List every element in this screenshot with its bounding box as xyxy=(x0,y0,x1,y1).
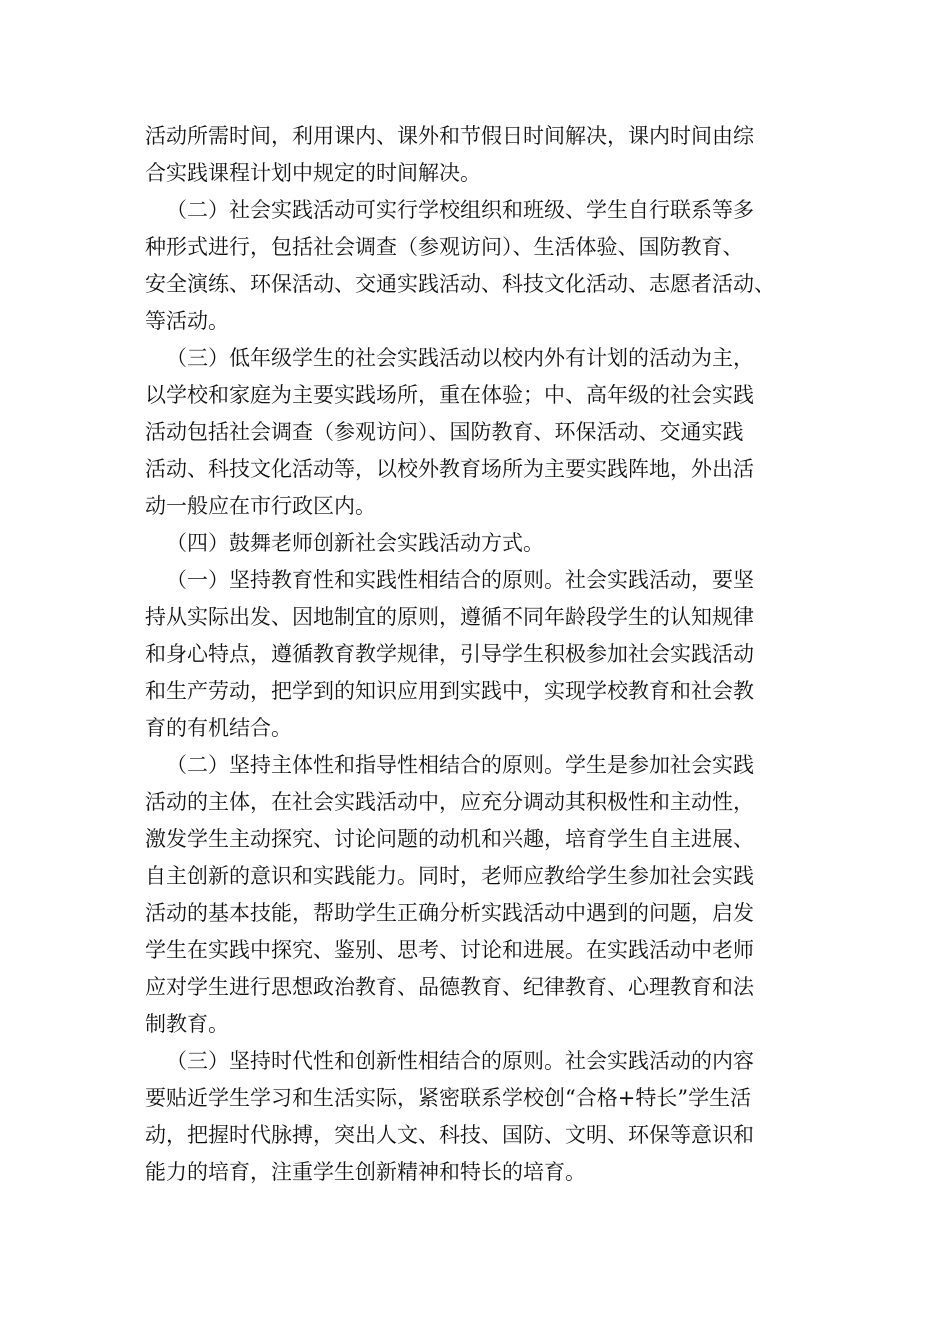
paragraph-7 xyxy=(145,1043,825,1191)
text-line: （三）坚持时代性和创新性相结合的原则。社会实践活动的内容 xyxy=(166,1049,754,1073)
text-line: 自主创新的意识和实践能力。同时，老师应教给学生参加社会实践 xyxy=(145,864,754,888)
text-line: 以学校和家庭为主要实践场所，重在体验；中、高年级的社会实践 xyxy=(145,383,754,407)
paragraph-1 xyxy=(145,118,825,192)
text-line: 动一般应在市行政区内。 xyxy=(145,494,376,518)
text-line: 应对学生进行思想政治教育、品德教育、纪律教育、心理教育和法 xyxy=(145,975,754,999)
text-line: 活动的基本技能，帮助学生正确分析实践活动中遇到的问题，启发 xyxy=(145,901,754,925)
paragraph-2 xyxy=(145,192,825,340)
paragraph-4 xyxy=(145,525,825,562)
text-line: 活动的主体，在社会实践活动中，应充分调动其积极性和主动性， xyxy=(145,790,754,814)
text-line: 安全演练、环保活动、交通实践活动、科技文化活动、志愿者活动、 xyxy=(145,272,775,296)
paragraph-6 xyxy=(145,747,825,1043)
text-line: （三）低年级学生的社会实践活动以校内外有计划的活动为主， xyxy=(166,346,754,370)
text-line: 活动包括社会调查（参观访问）、国防教育、环保活动、交通实践 xyxy=(145,420,744,444)
paragraph-3 xyxy=(145,340,825,525)
text-line: 种形式进行，包括社会调查（参观访问）、生活体验、国防教育、 xyxy=(145,235,744,259)
text-line: （二）社会实践活动可实行学校组织和班级、学生自行联系等多 xyxy=(166,198,754,222)
text-line: 活动所需时间，利用课内、课外和节假日时间解决，课内时间由综 xyxy=(145,124,754,148)
text-line: 能力的培育，注重学生创新精神和特长的培育。 xyxy=(145,1160,586,1184)
text-line: 激发学生主动探究、讨论问题的动机和兴趣，培育学生自主进展、 xyxy=(145,827,754,851)
text-line: 动，把握时代脉搏，突出人文、科技、国防、文明、环保等意识和 xyxy=(145,1123,754,1147)
text-line: 学生在实践中探究、鉴别、思考、讨论和进展。在实践活动中老师 xyxy=(145,938,754,962)
text-line: 和身心特点，遵循教育教学规律，引导学生积极参加社会实践活动 xyxy=(145,642,754,666)
text-line: 制教育。 xyxy=(145,1012,229,1036)
text-line: （四）鼓舞老师创新社会实践活动方式。 xyxy=(166,531,544,555)
document-body xyxy=(145,118,825,1191)
text-line: 育的有机结合。 xyxy=(145,716,292,740)
text-line: 合实践课程计划中规定的时间解决。 xyxy=(145,161,481,185)
text-line: 和生产劳动，把学到的知识应用到实践中，实现学校教育和社会教 xyxy=(145,679,754,703)
text-line: 活动、科技文化活动等，以校外教育场所为主要实践阵地，外出活 xyxy=(145,457,754,481)
text-line: 等活动。 xyxy=(145,309,229,333)
text-line: （二）坚持主体性和指导性相结合的原则。学生是参加社会实践 xyxy=(166,753,754,777)
paragraph-5 xyxy=(145,562,825,747)
text-line: 要贴近学生学习和生活实际，紧密联系学校创“合格+特长”学生活 xyxy=(145,1086,752,1110)
text-line: 持从实际出发、因地制宜的原则，遵循不同年龄段学生的认知规律 xyxy=(145,605,754,629)
text-line: （一）坚持教育性和实践性相结合的原则。社会实践活动，要坚 xyxy=(166,568,754,592)
